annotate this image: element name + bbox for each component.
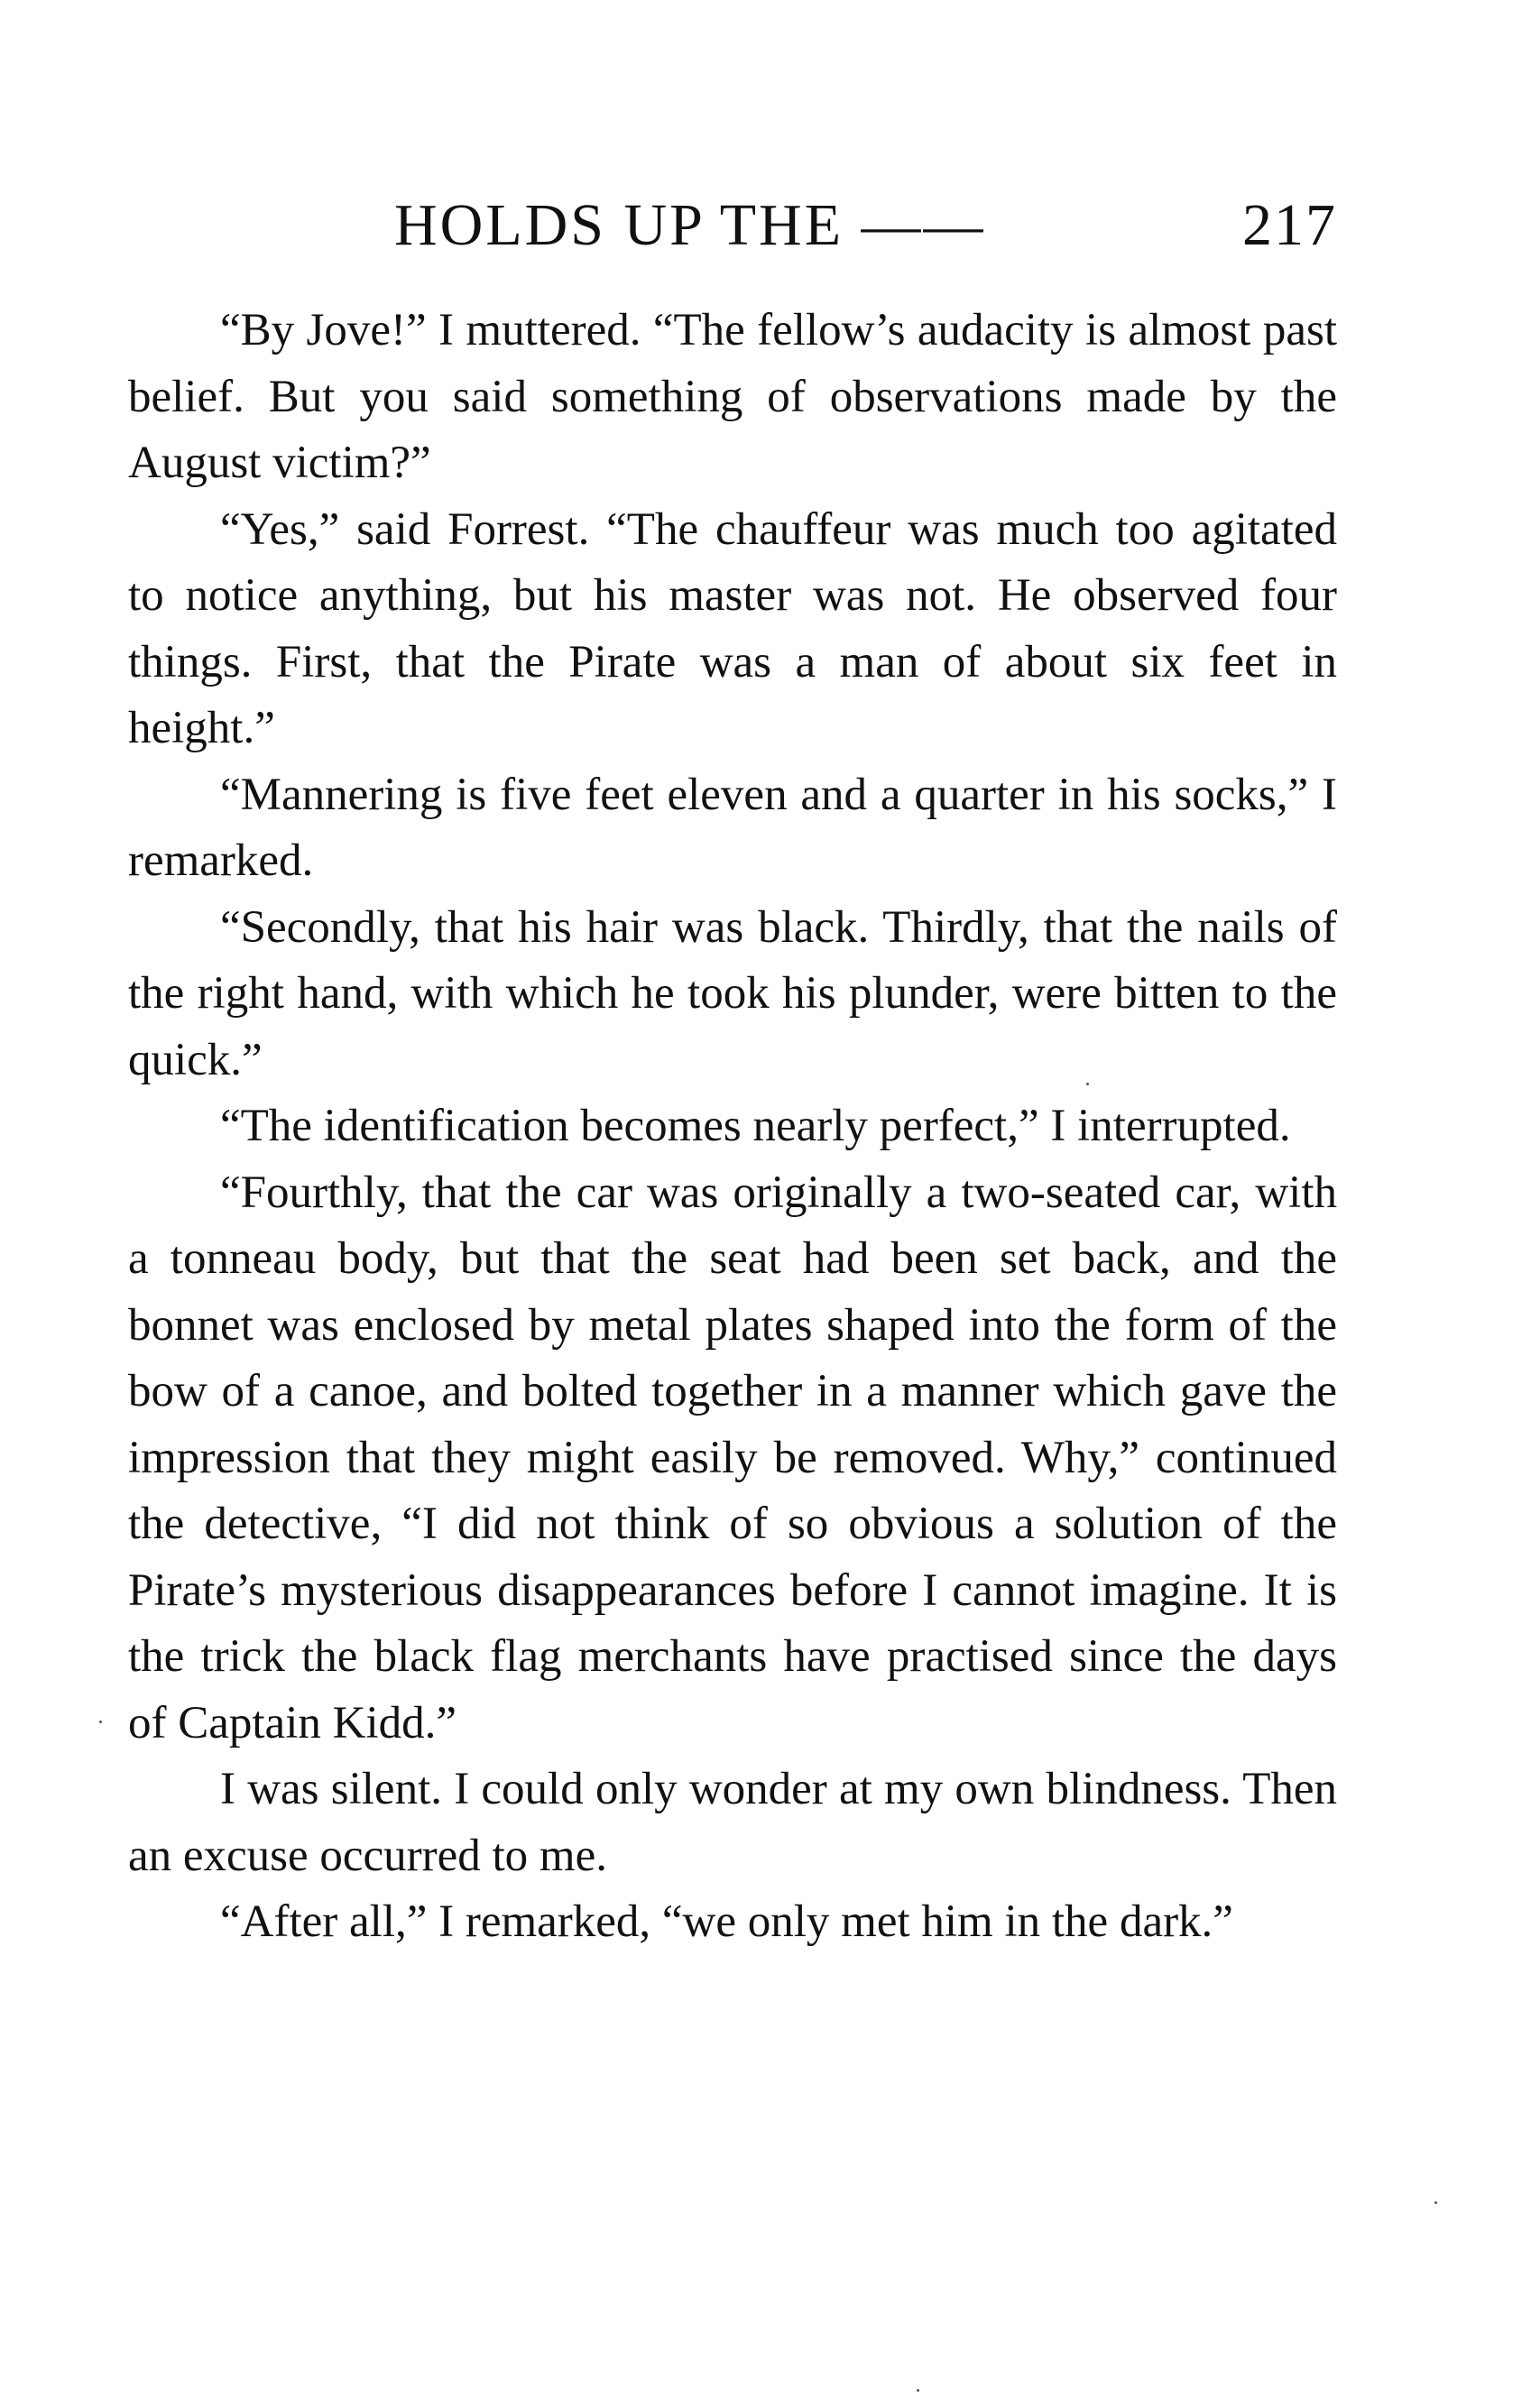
paragraph: “Fourthly, that the car was originally a two-seated car, with a tonneau body, but that the seat had been set back, and the bonnet was enclosed by metal plates shaped into the form of the bow of a canoe, and bolted together in a manner which gave the impression that they might easily be removed. Why,” continued the detective, “I did not think of so obvious a solution of the Pirate’s mysterious disappearances before I cannot imagine. It is the trick the black flag merchants have practised since the days of Captain Kidd.” (128, 1167, 1337, 1748)
print-speck (1086, 1083, 1089, 1085)
print-speck (917, 2389, 919, 2392)
paragraph: “Mannering is five feet eleven and a quarter in his socks,” I remarked. (128, 769, 1337, 886)
paragraph: I was silent. I could only wonder at my own blindness. Then an excuse occurred to me. (128, 1764, 1337, 1881)
print-speck (1434, 2201, 1437, 2204)
paragraph: “By Jove!” I muttered. “The fellow’s audacity is almost past belief. But you said something of observations made by the August victim?” (128, 305, 1337, 488)
running-title: HOLDS UP THE —— (394, 192, 986, 258)
print-speck (99, 1721, 102, 1723)
text-body (128, 298, 1337, 1956)
page-header (128, 185, 1337, 266)
paragraph: “Yes,” said Forrest. “The chauffeur was much too agitated to notice anything, but his master was not. He observed four things. First, that the Pirate was a man of about six feet in height.” (128, 503, 1337, 753)
paragraph: “After all,” I remarked, “we only met him in the dark.” (220, 1896, 1233, 1947)
page-number: 217 (1242, 192, 1337, 258)
paragraph: “The identification becomes nearly perfect,” I interrupted. (220, 1101, 1291, 1151)
paragraph: “Secondly, that his hair was black. Thirdly, that the nails of the right hand, with which he took his plunder, were bitten to the quick.” (128, 901, 1337, 1085)
